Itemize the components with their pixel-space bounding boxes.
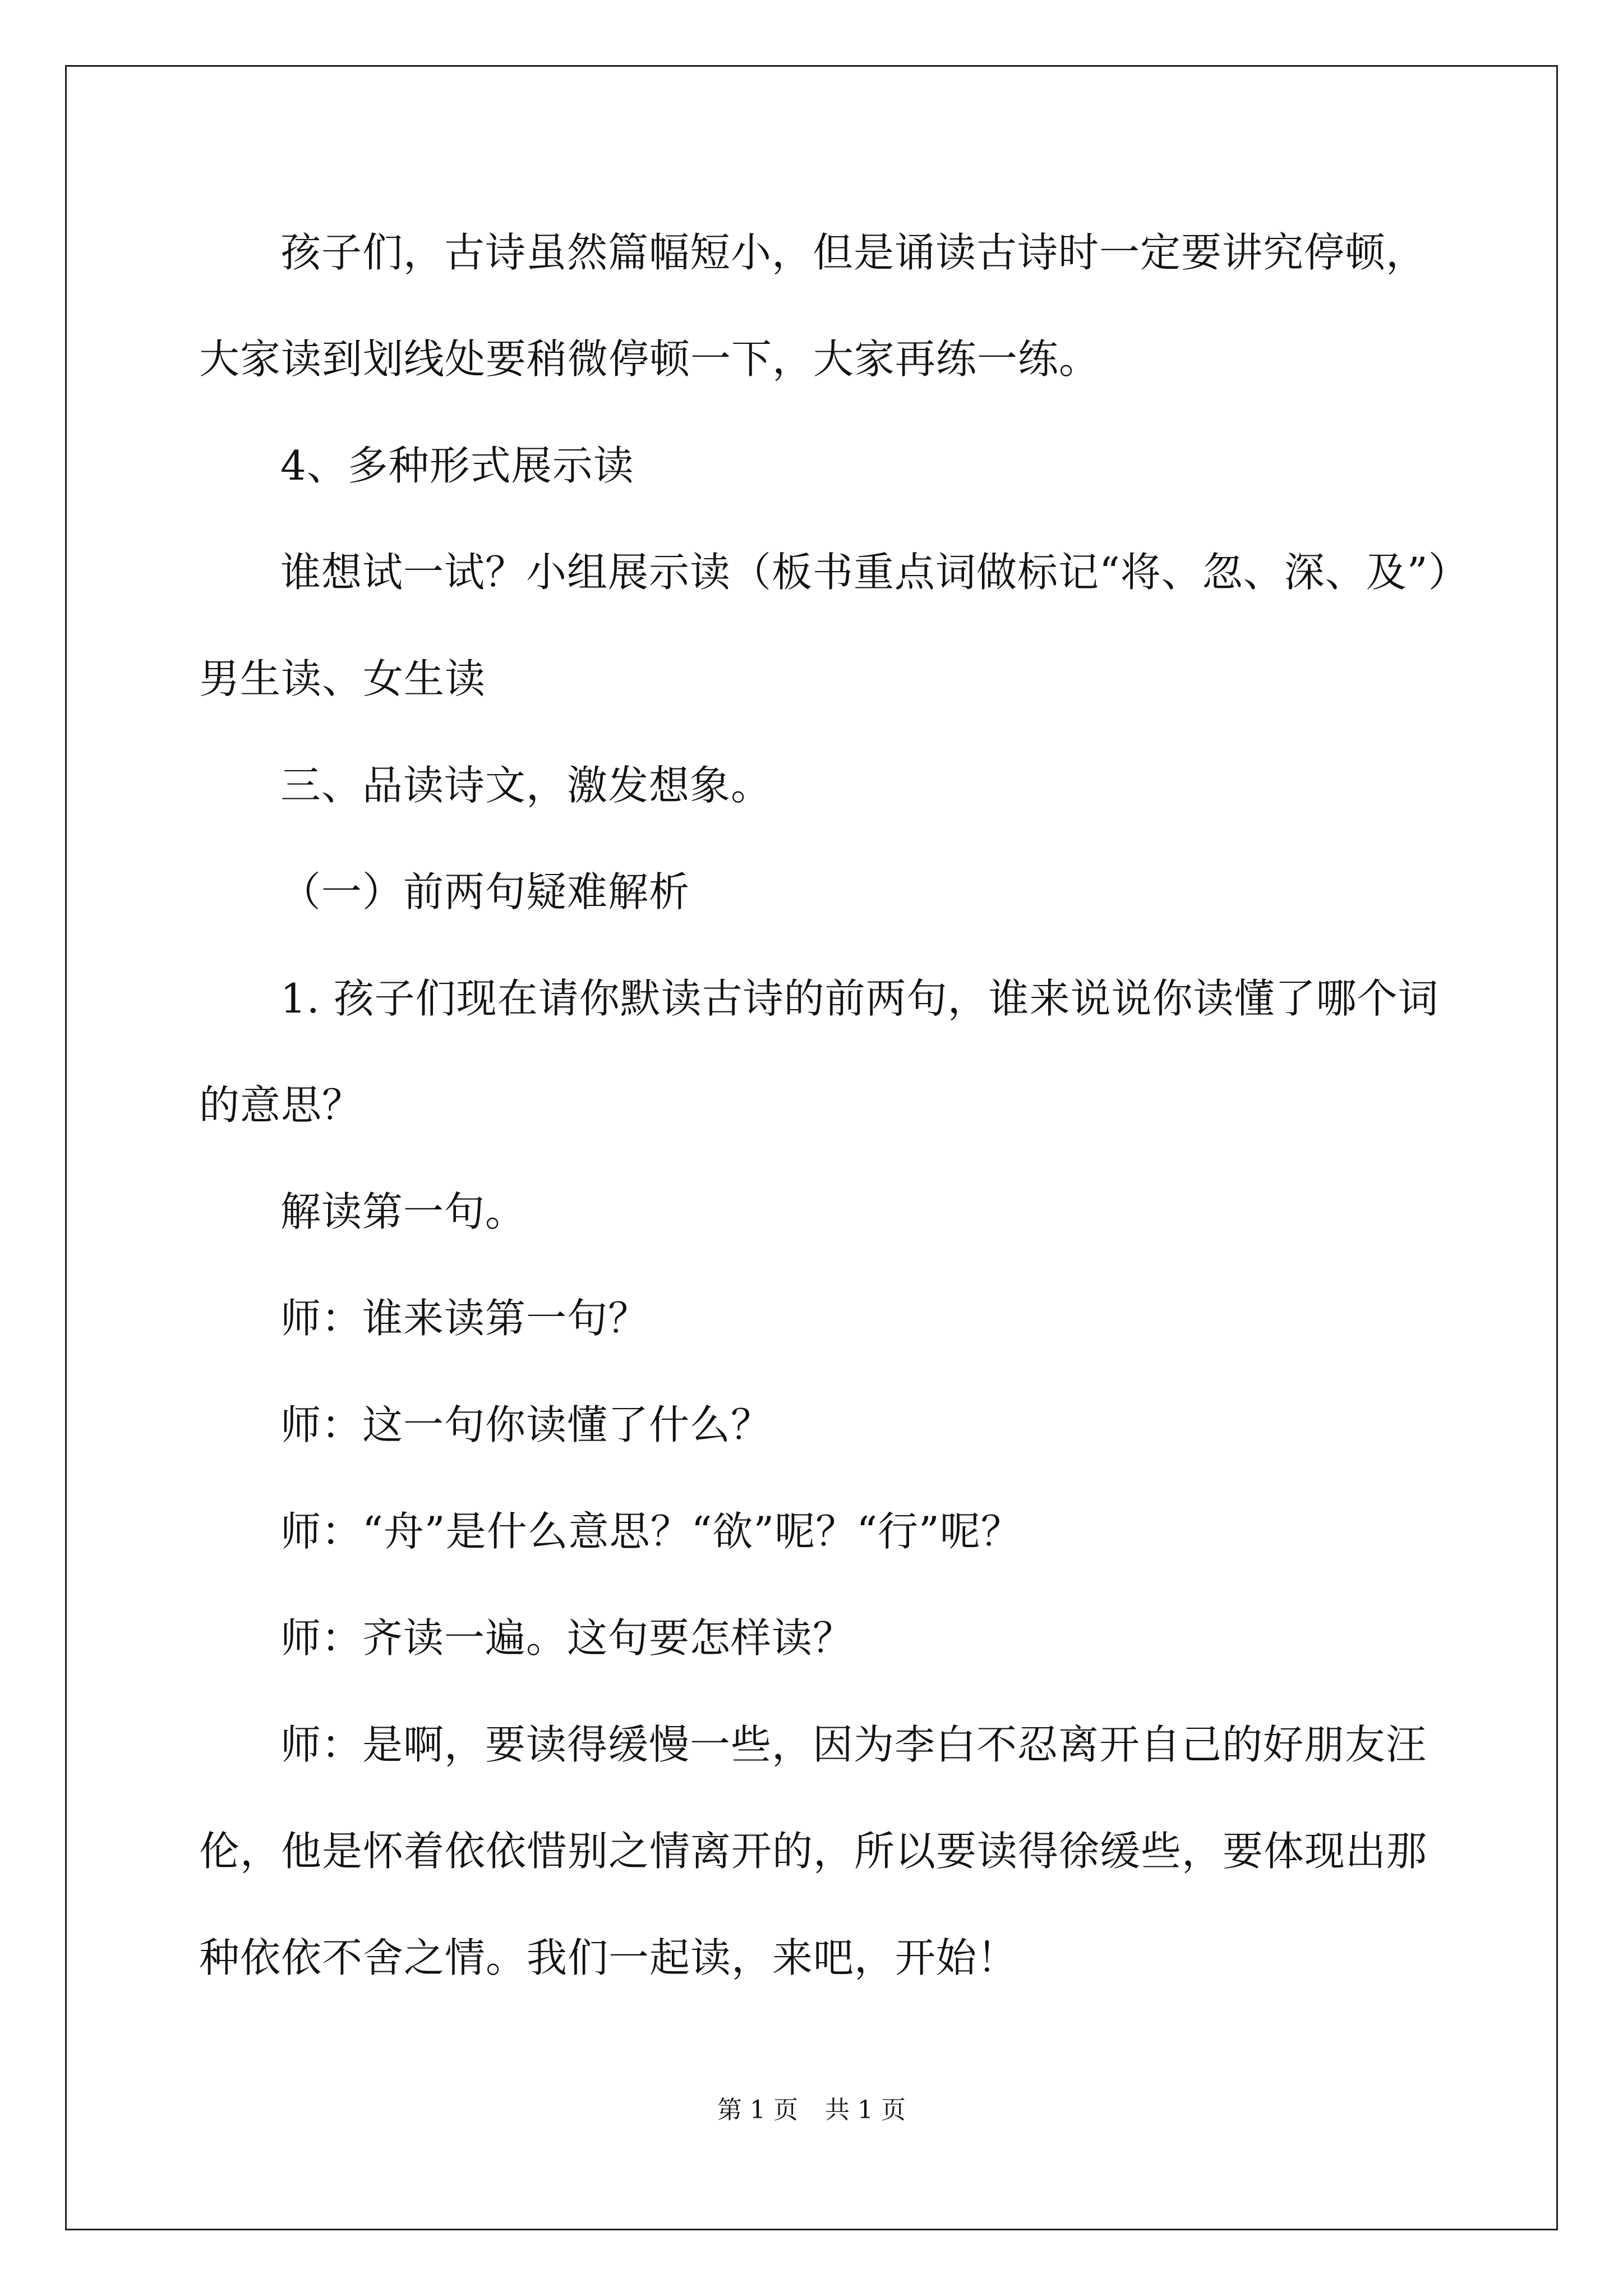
- section-heading: 三、品读诗文，激发想象。: [280, 762, 772, 809]
- paragraph-line: 男生读、女生读: [199, 655, 486, 702]
- page-total: 共 1 页: [825, 2096, 906, 2124]
- paragraph-line: 伦，他是怀着依依惜别之情离开的，所以要读得徐缓些，要体现出那: [199, 1828, 1428, 1875]
- paragraph-line: 师：这一句你读懂了什么？: [280, 1401, 772, 1448]
- paragraph-line: 解读第一句。: [280, 1188, 527, 1235]
- section-heading: （一）前两句疑难解析: [280, 868, 690, 915]
- paragraph-line: 师：谁来读第一句？: [280, 1295, 649, 1342]
- paragraph-line: 种依依不舍之情。我们一起读，来吧，开始！: [199, 1934, 1018, 1981]
- page-footer: [0, 2093, 1623, 2127]
- paragraph-line: 1. 孩子们现在请你默读古诗的前两句，谁来说说你读懂了哪个词: [280, 975, 1439, 1022]
- paragraph-line: 师：“舟”是什么意思？“欲”呢？“行”呢？: [280, 1508, 1022, 1555]
- page-number: 第 1 页: [717, 2096, 798, 2124]
- paragraph-line: 孩子们，古诗虽然篇幅短小，但是诵读古诗时一定要讲究停顿，: [280, 229, 1427, 276]
- paragraph-line: 大家读到划线处要稍微停顿一下，大家再练一练。: [199, 335, 1100, 383]
- paragraph-line: 的意思？: [199, 1082, 363, 1129]
- section-heading: 4、多种形式展示读: [280, 442, 634, 489]
- paragraph-line: 师：齐读一遍。这句要怎样读？: [280, 1614, 854, 1662]
- page-border: [65, 65, 1558, 2230]
- paragraph-line: 谁想试一试？小组展示读（板书重点词做标记“将、忽、深、及”）: [280, 549, 1469, 596]
- paragraph-line: 师：是啊，要读得缓慢一些，因为李白不忍离开自己的好朋友汪: [280, 1721, 1427, 1768]
